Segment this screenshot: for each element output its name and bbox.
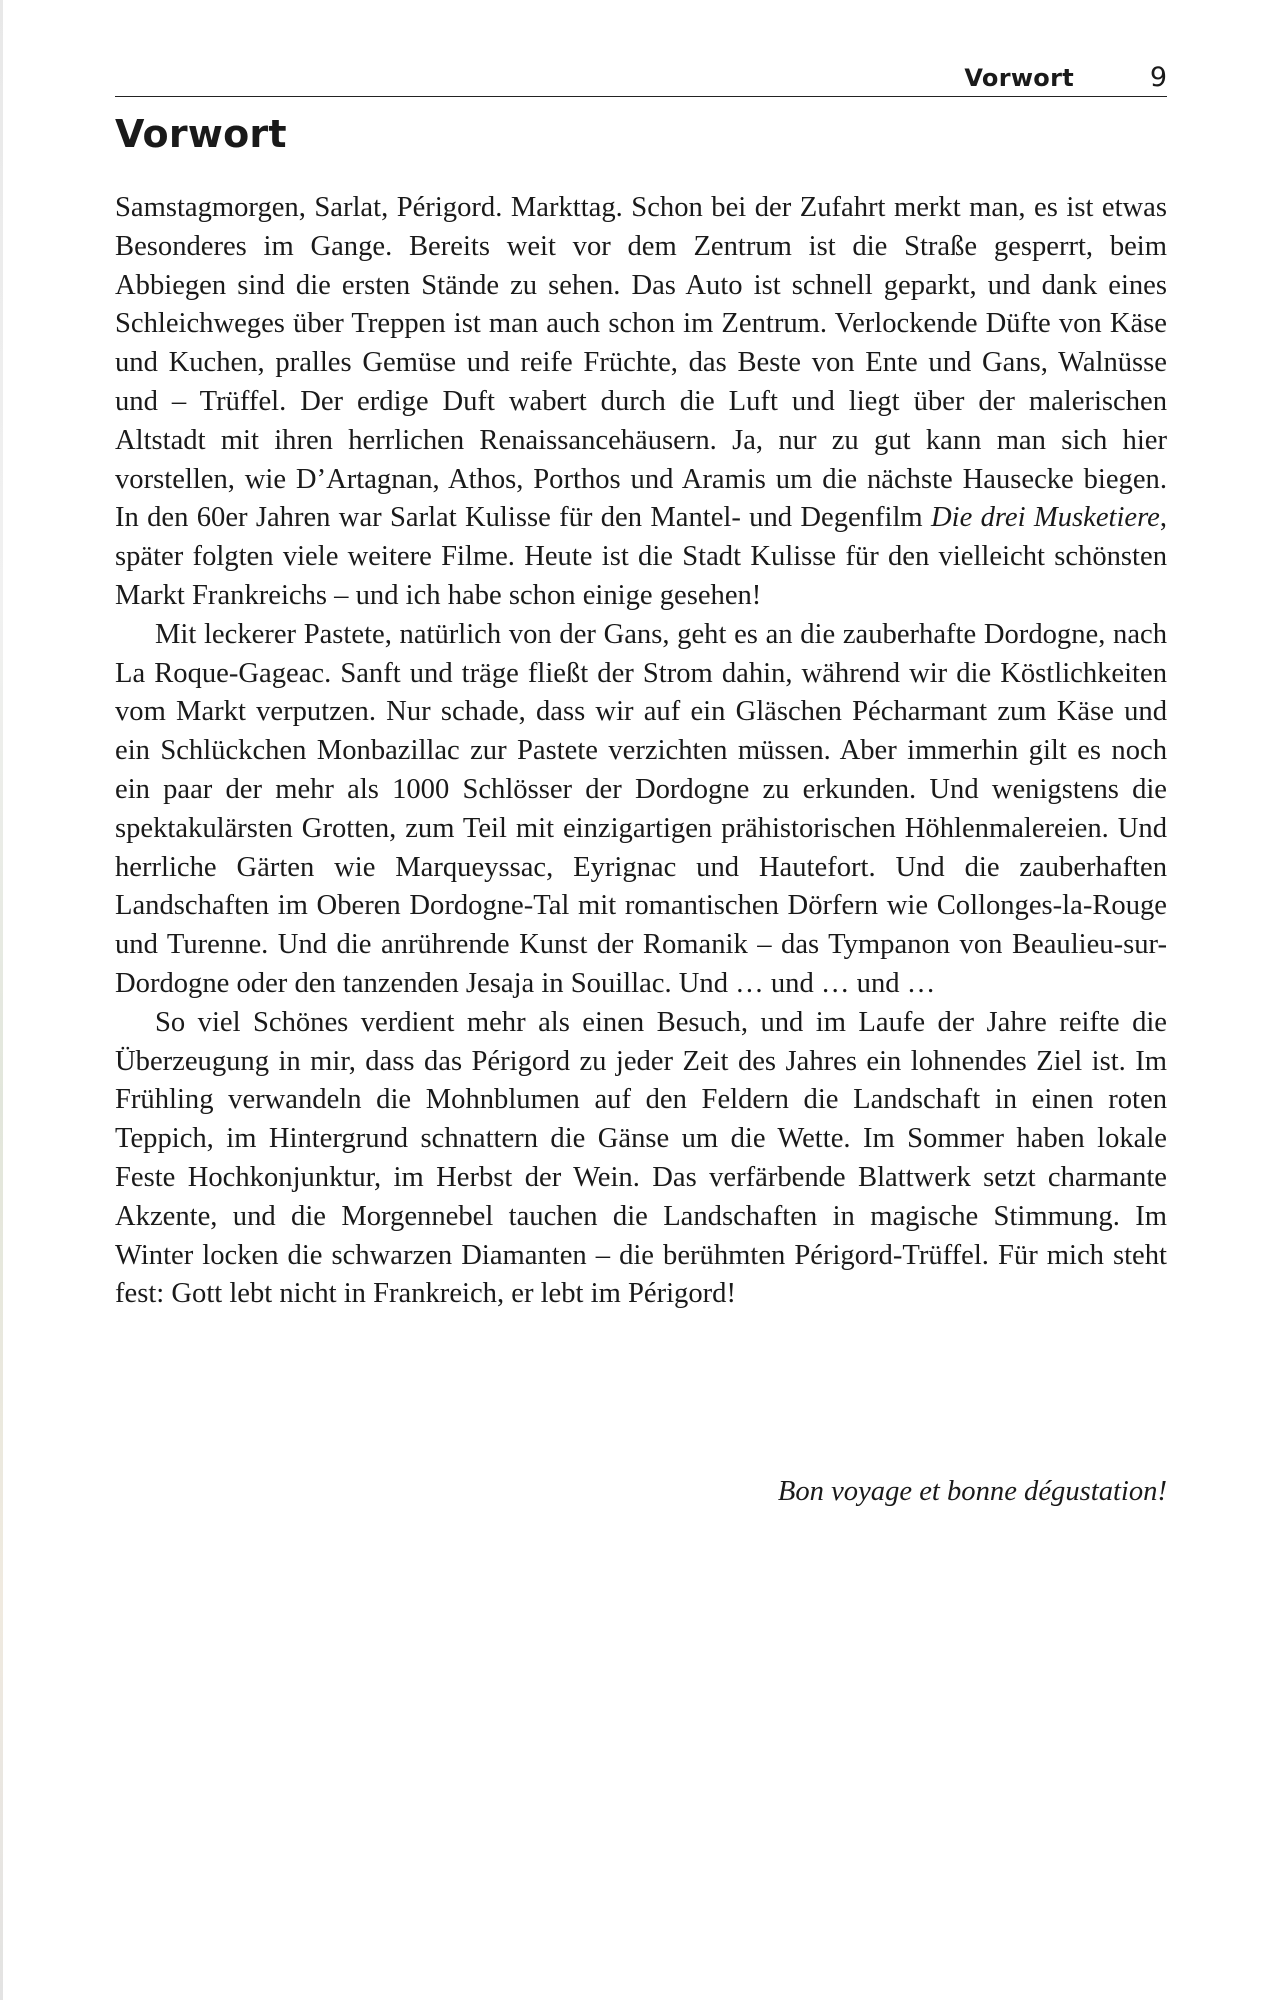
chapter-title: Vorwort	[115, 112, 287, 156]
paragraph-1-text-before: Samstagmorgen, Sarlat, Périgord. Markttag. Schon bei der Zufahrt merkt man, es ist etwas Besonderes im Gange. Bereits weit vor dem Zentrum ist die Straße gesperrt, beim Abbiegen sind die ersten Stände zu sehen. Das Auto ist schnell geparkt, und dank eines Schleichweges über Treppen ist man auch schon im Zentrum. Verlockende Düfte von Käse und Kuchen, pralles Gemüse und reife Früchte, das Beste von Ente und Gans, Walnüsse und – Trüffel. Der erdige Duft wabert durch die Luft und liegt über der malerischen Altstadt mit ihren herrlichen Renaissancehäusern. Ja, nur zu gut kann man sich hier vorstellen, wie D’Artagnan, Athos, Porthos und Aramis um die nächste Hausecke biegen. In den 60er Jahren war Sarlat Kulisse für den Mantel- und Degenfilm	[115, 192, 1167, 534]
closing-line: Bon voyage et bonne dégustation!	[777, 1476, 1167, 1507]
film-title: Die drei Musketiere	[930, 502, 1160, 534]
page-edge-scan-artifact	[0, 0, 3, 2000]
running-head-title: Vorwort	[964, 64, 1074, 92]
paragraph-3: So viel Schönes verdient mehr als einen Besuch, und im Laufe der Jahre reifte die Überzeugung in mir, dass das Périgord zu jeder Zeit des Jahres ein lohnendes Ziel ist. Im Frühling verwandeln die Mohnblumen auf den Feldern die Landschaft in einen roten Teppich, im Hintergrund schnattern die Gänse um die Wette. Im Sommer haben lokale Feste Hochkonjunktur, im Herbst der Wein. Das verfärbende Blattwerk setzt charmante Akzente, und die Morgennebel tauchen die Landschaften in magische Stimmung. Im Winter locken die schwarzen Diamanten – die berühmten Périgord-Trüffel. Für mich steht fest: Gott lebt nicht in Frankreich, er lebt im Périgord!	[115, 1006, 1167, 1310]
body-text	[115, 189, 1167, 1314]
page-number: 9	[1149, 62, 1167, 93]
paragraph-1-text-after: , später folgten viele weitere Filme. Heute ist die Stadt Kulisse für den vielleicht schönsten Markt Frankreichs – und ich habe schon einige gesehen!	[115, 502, 1168, 611]
paragraph-2: Mit leckerer Pastete, natürlich von der Gans, geht es an die zauberhafte Dordogne, nach La Roque-Gageac. Sanft und träge fließt der Strom dahin, während wir die Köstlichkeiten vom Markt verputzen. Nur schade, dass wir auf ein Gläschen Pécharmant zum Käse und ein Schlückchen Monbazillac zur Pastete verzichten müssen. Aber immerhin gilt es noch ein paar der mehr als 1000 Schlösser der Dordogne zu erkunden. Und wenigstens die spektakulärsten Grotten, zum Teil mit einzigartigen prähistorischen Höhlenmalereien. Und herrliche Gärten wie Marqueyssac, Eyrignac und Hautefort. Und die zauberhaften Landschaften im Oberen Dordogne-Tal mit romantischen Dörfern wie Collonges-la-Rouge und Turenne. Und die anrührende Kunst der Romanik – das Tympanon von Beaulieu-sur-Dordogne oder den tanzenden Jesaja in Souillac. Und … und … und …	[115, 618, 1167, 999]
running-head	[115, 62, 1167, 97]
paragraph-1	[115, 189, 1167, 616]
